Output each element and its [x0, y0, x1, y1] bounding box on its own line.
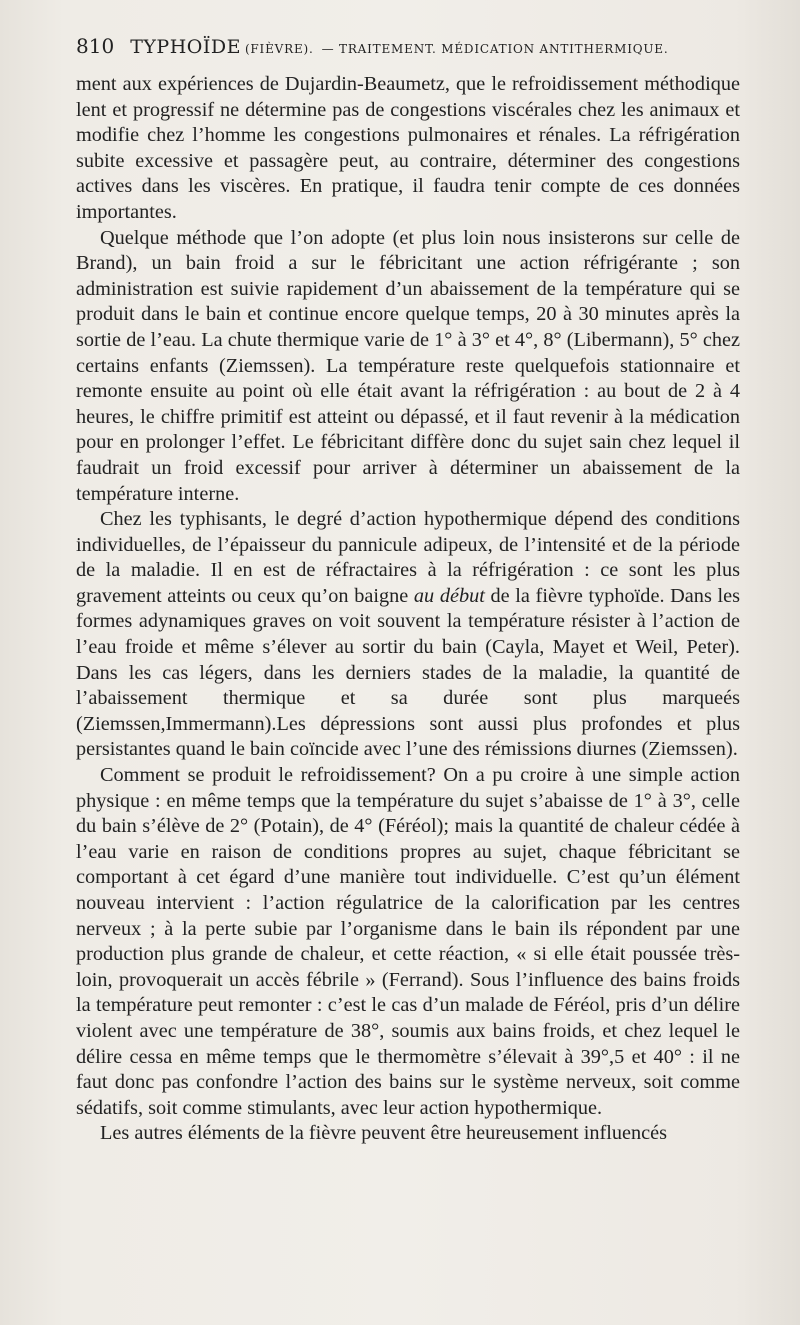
page-number: 810 [76, 34, 115, 58]
paragraph-3-part-1: Chez les typhisants, le degré d’action hypothermique dépend des conditions individuelles, de l’épaisseur du pannicule adipeux, de l’intensité et de la période de la maladie. Il en est de réfractaires à la réfrigération : ce sont les plus gravement atteints ou ceux qu’on baigne [76, 508, 740, 607]
paragraph-3 [76, 507, 740, 763]
running-title: TYPHOÏDE [130, 36, 241, 58]
body-text [76, 72, 740, 1147]
running-section-title: — TRAITEMENT. MÉDICATION ANTITHERMIQUE. [321, 42, 669, 56]
running-header [76, 34, 741, 64]
running-title-qualifier: (FIÈVRE). [244, 42, 314, 56]
italic-phrase: au début [413, 584, 485, 607]
paragraph-1: ment aux expériences de Dujardin-Beaumetz, que le refroidissement méthodique lent et progressif ne détermine pas de congestions viscérales chez les animaux et modifie chez l’homme les congestions pulmonaires et rénales. La réfrigération subite excessive et passagère peut, au contraire, déterminer des congestions actives dans les viscères. En pratique, il faudra tenir compte de ces données importantes. [76, 73, 740, 223]
paragraph-2: Quelque méthode que l’on adopte (et plus loin nous insisterons sur celle de Brand), un bain froid a sur le fébricitant une action réfrigérante ; son administration est suivie rapidement d’un abaissement de la température qui se produit dans le bain et continue encore quelque temps, 20 à 30 minutes après la sortie de l’eau. La chute thermique varie de 1° à 3° et 4°, 8° (Libermann), 5° chez certains enfants (Ziemssen). La température reste quelquefois stationnaire et remonte ensuite au point où elle était avant la réfrigération : au bout de 2 à 4 heures, le chiffre primitif est atteint ou dépassé, et il faut revenir à la médication pour en prolonger l’effet. Le fébricitant diffère donc du sujet sain chez lequel il faudrait un froid excessif pour arriver à déterminer un abaissement de la température interne. [76, 226, 740, 505]
paragraph-5: Les autres éléments de la fièvre peuvent être heureusement influencés [100, 1122, 668, 1145]
paragraph-3-part-2: de la fièvre typhoïde. Dans les formes adynamiques graves on voit souvent la température résister à l’action de l’eau froide et même s’élever au sortir du bain (Cayla, Mayet et Weil, Peter). Dans les cas légers, dans les derniers stades de la maladie, la quantité de l’abaissement thermique et sa durée sont plus marqueés (Ziemssen,Immermann).Les dépressions sont aussi plus profondes et plus persistantes quand le bain coïncide avec l’une des rémissions diurnes (Ziemssen). [76, 584, 740, 761]
paragraph-4: Comment se produit le refroidissement? On a pu croire à une simple action physique : en même temps que la température du sujet s’abaisse de 1° à 3°, celle du bain s’élève de 2° (Potain), de 4° (Féréol); mais la quantité de chaleur cédée à l’eau varie en raison de conditions propres au sujet, chaque fébricitant se comportant à cet égard d’une manière tout individuelle. C’est qu’un élément nouveau intervient : l’action régulatrice de la calorification par les centres nerveux ; à la perte subie par l’organisme dans le bain ils répondent par une production plus grande de chaleur, et cette réaction, « si elle était poussée très-loin, provoquerait un accès fébrile » (Ferrand). Sous l’influence des bains froids la température peut remonter : c’est le cas d’un malade de Féréol, pris d’un délire violent avec une température de 38°, soumis aux bains froids, et chez lequel le délire cessa en même temps que le thermomètre s’élevait à 39°,5 et 40° : il ne faut donc pas confondre l’action des bains sur le système nerveux, soit comme sédatifs, soit comme stimulants, avec leur action hypothermique. [76, 764, 740, 1119]
